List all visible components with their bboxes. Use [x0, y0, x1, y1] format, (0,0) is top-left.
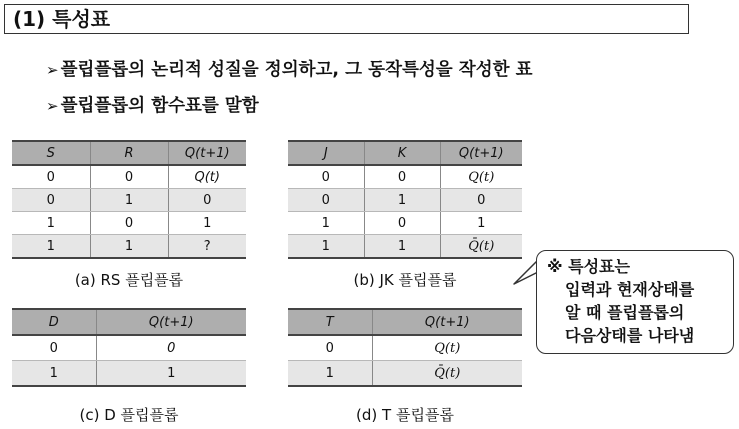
- table-row: [288, 212, 522, 235]
- table-cell: 0: [12, 335, 96, 361]
- table-cell: ?: [168, 235, 246, 259]
- table-cell: 0: [288, 165, 364, 189]
- arrow-bullet-icon: ➢: [46, 97, 59, 115]
- jk-characteristic-table: [288, 140, 522, 259]
- table-row: [12, 235, 246, 259]
- bullet-text: 플립플롭의 함수표를 말함: [60, 96, 259, 116]
- bullet-definition: [46, 56, 533, 81]
- table-cell: 0: [90, 165, 168, 189]
- bullet-text: 플립플롭의 논리적 성질을 정의하고, 그 동작특성을 작성한 표: [60, 60, 533, 80]
- table-cell: 1: [288, 212, 364, 235]
- rs-table-caption: (a) RS 플립플롭: [74, 271, 184, 289]
- table-cell: 1: [440, 212, 522, 235]
- table-row: [288, 165, 522, 189]
- table-cell: Q(t): [372, 335, 522, 361]
- table-cell: 1: [12, 361, 96, 387]
- table-cell: 1: [288, 361, 372, 387]
- table-cell: 0: [288, 335, 372, 361]
- table-header: T: [288, 309, 372, 335]
- table-header: Q(t+1): [372, 309, 522, 335]
- table-header: R: [90, 141, 168, 165]
- table-cell: 0: [168, 189, 246, 212]
- table-cell: 1: [12, 212, 90, 235]
- table-cell: 1: [90, 235, 168, 259]
- table-header: Q(t+1): [440, 141, 522, 165]
- note-line: ※ 특성표는: [547, 257, 630, 276]
- table-row: [12, 335, 246, 361]
- table-header: D: [12, 309, 96, 335]
- table-cell: Q(t): [440, 165, 522, 189]
- table-cell: 1: [96, 361, 246, 387]
- table-row: [12, 165, 246, 189]
- table-cell: 1: [288, 235, 364, 259]
- table-cell: 1: [364, 189, 440, 212]
- callout-note: [536, 250, 734, 354]
- table-row: [288, 361, 522, 387]
- table-row: [288, 235, 522, 259]
- table-row: [288, 335, 522, 361]
- table-cell: Q(t): [168, 165, 246, 189]
- jk-table-caption: (b) JK 플립플롭: [353, 271, 457, 289]
- table-cell: 0: [364, 212, 440, 235]
- table-row: [12, 189, 246, 212]
- note-line: 다음상태를 나타냄: [565, 326, 695, 345]
- table-cell: Q̄(t): [372, 361, 522, 387]
- table-row: [12, 212, 246, 235]
- d-table-caption: (c) D 플립플롭: [79, 406, 179, 424]
- table-cell: 0: [90, 212, 168, 235]
- table-row: [288, 189, 522, 212]
- table-cell: 1: [364, 235, 440, 259]
- t-characteristic-table: [288, 308, 522, 387]
- table-cell: 0: [96, 335, 246, 361]
- table-header: Q(t+1): [168, 141, 246, 165]
- table-header: S: [12, 141, 90, 165]
- rs-characteristic-table: [12, 140, 246, 259]
- table-row: [12, 361, 246, 387]
- table-cell: 0: [288, 189, 364, 212]
- t-table-caption: (d) T 플립플롭: [356, 406, 454, 424]
- note-line: 알 때 플립플롭의: [565, 303, 685, 322]
- note-line: 입력과 현재상태를: [565, 280, 695, 299]
- table-cell: 0: [364, 165, 440, 189]
- table-cell: Q̄(t): [440, 235, 522, 259]
- table-cell: 1: [12, 235, 90, 259]
- bullet-function-table: [46, 92, 259, 117]
- table-cell: 1: [168, 212, 246, 235]
- section-title: (1) 특성표: [4, 4, 689, 34]
- d-characteristic-table: [12, 308, 246, 387]
- table-cell: 1: [90, 189, 168, 212]
- arrow-bullet-icon: ➢: [46, 61, 59, 79]
- table-cell: 0: [440, 189, 522, 212]
- table-header: K: [364, 141, 440, 165]
- table-cell: 0: [12, 189, 90, 212]
- table-cell: 0: [12, 165, 90, 189]
- table-header: Q(t+1): [96, 309, 246, 335]
- table-header: J: [288, 141, 364, 165]
